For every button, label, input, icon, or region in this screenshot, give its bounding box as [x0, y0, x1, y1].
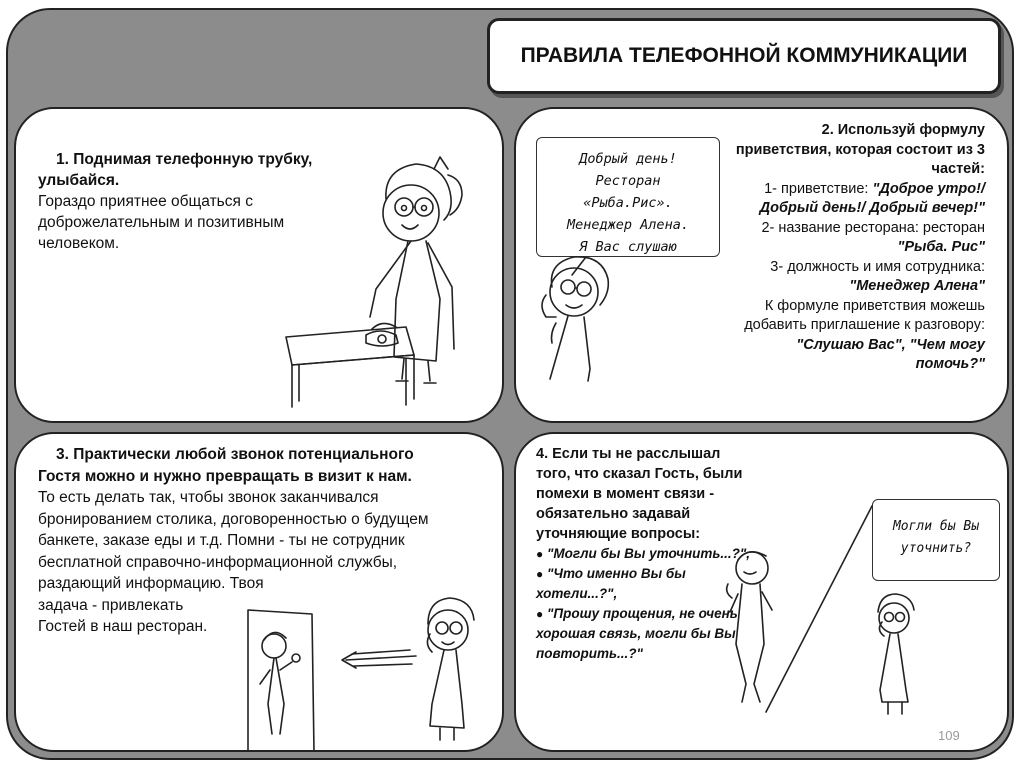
- clarifying-question: "Прошу прощения, не очень хорошая связь, могли бы Вы повторить...?": [536, 606, 738, 661]
- rule-panel-2: [514, 107, 1009, 423]
- speech-line: Менеджер Алена.: [567, 217, 689, 233]
- rule-panel-4: [514, 432, 1009, 752]
- rule-1-body: Гораздо приятнее общаться с доброжелательным и позитивным человеком.: [38, 193, 285, 252]
- rule-2-heading: 2. Используй формулу приветствия, которая состоит из 3 частей:: [735, 122, 985, 177]
- page-number: 109: [938, 728, 960, 743]
- bullet-icon: ●: [536, 567, 544, 581]
- speech-line: Я Вас слушаю: [579, 239, 677, 255]
- greeting-part-value: "Рыба. Рис": [897, 239, 985, 255]
- girl-at-table-illustration: [16, 109, 504, 423]
- greeting-part-label: 1- приветствие:: [764, 180, 873, 197]
- rule-3-heading: 3. Практически любой звонок потенциального Гостя можно и нужно превращать в визит к нам.: [38, 446, 414, 485]
- rule-panel-1: [14, 107, 504, 423]
- rule-1-heading: 1. Поднимая телефонную трубку, улыбайся.: [38, 151, 313, 189]
- clarifying-question: "Могли бы Вы уточнить...?",: [547, 546, 751, 561]
- guest-and-girl-illustration: [516, 434, 1009, 752]
- bullet-icon: ●: [536, 547, 544, 561]
- rule-panel-3: [14, 432, 504, 752]
- rule-3-line-a: задача - привлекать: [38, 596, 184, 614]
- speech-line: Добрый день!: [579, 151, 677, 167]
- speech-line: «Рыба.Рис».: [583, 195, 673, 211]
- invitation-label: К формуле приветствия можешь добавить приглашение к разговору:: [744, 297, 985, 333]
- rule-3-line-b: Гостей в наш ресторан.: [38, 618, 208, 635]
- speech-line: Могли бы Вы: [892, 519, 980, 534]
- rule-2-text: [735, 121, 985, 375]
- greeting-part-value: "Доброе утро!/ Добрый день!/ Добрый вечер!": [759, 180, 985, 216]
- greeting-part-label: 3- должность и имя сотрудника:: [770, 258, 985, 275]
- page-title: ПРАВИЛА ТЕЛЕФОННОЙ КОММУНИКАЦИИ: [487, 18, 1001, 94]
- rule-4-heading: 4. Если ты не расслышал того, что сказал Гость, были помехи в момент связи - обязательно задавай уточняющие вопросы:: [536, 446, 743, 542]
- invitation-value: "Слушаю Вас", "Чем могу помочь?": [796, 336, 985, 372]
- rule-3-body: То есть делать так, чтобы звонок заканчивался бронированием столика, договоренностью о будущем банкете, заказе еды и т.д. Помни - ты не сотрудник бесплатной справочно-информационной службы, раздающий информацию. Твоя: [38, 489, 429, 592]
- greeting-part-value: "Менеджер Алена": [849, 278, 985, 294]
- speech-line: Ресторан: [595, 173, 661, 189]
- bullet-icon: ●: [536, 607, 544, 621]
- greeting-part-label: 2- название ресторана: ресторан: [761, 219, 985, 236]
- clarifying-question: "Что именно Вы бы хотели...?",: [536, 566, 686, 601]
- speech-line: уточнить?: [900, 541, 972, 556]
- call-to-visit-illustration: [16, 434, 504, 752]
